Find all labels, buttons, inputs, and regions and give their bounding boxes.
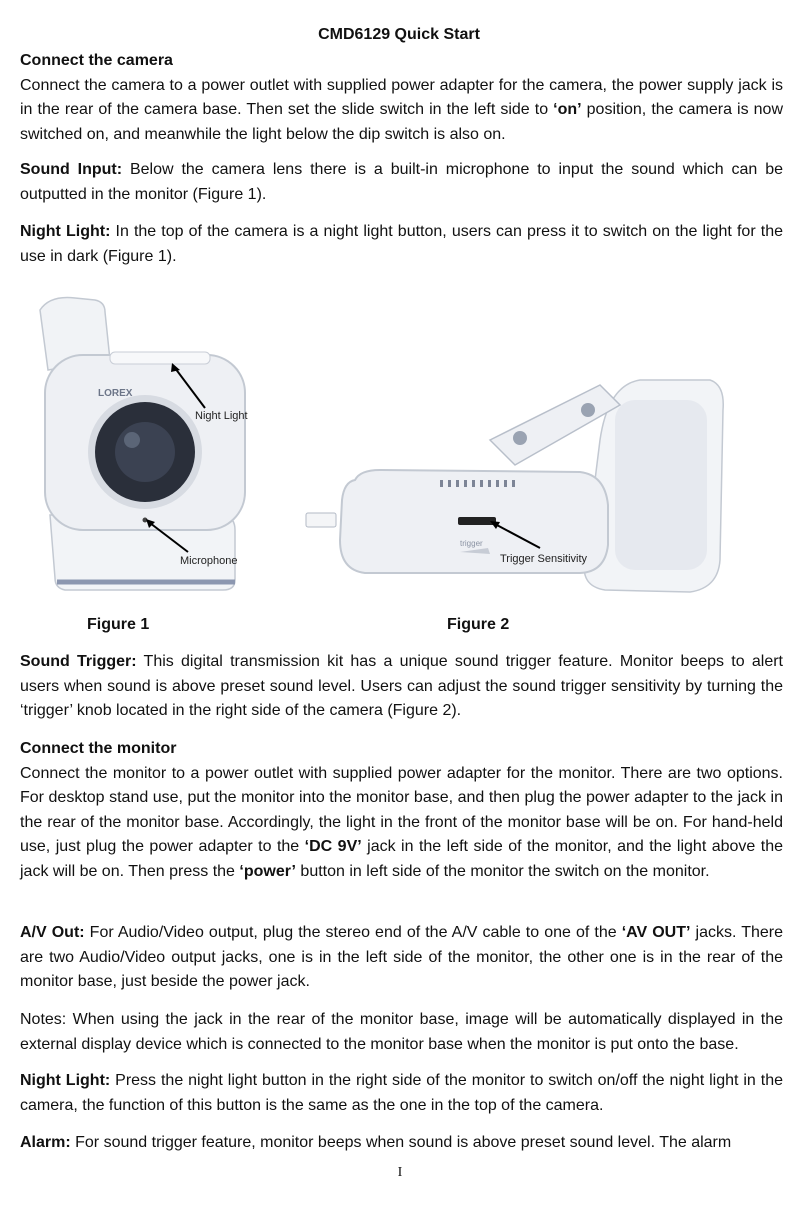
- figures-illustration: [20, 290, 783, 602]
- sound-trigger-label: Sound Trigger:: [20, 653, 137, 670]
- connect-camera-on: ‘on’: [553, 101, 582, 118]
- page-title: CMD6129 Quick Start: [318, 26, 480, 43]
- notes-paragraph: [20, 1008, 783, 1057]
- lorex-logo: LOREX: [98, 388, 133, 399]
- sound-trigger-text: This digital transmission kit has a unique sound trigger feature. Monitor beeps to alert users when sound is above preset sound level. Users can adjust the sound trigger sensitivity by turning the ‘trigger’ knob located in the right side of the camera (Figure 2).: [20, 653, 784, 719]
- figure1-caption: Figure 1: [87, 616, 150, 633]
- connect-monitor-power: ‘power’: [239, 862, 296, 880]
- av-out-label: A/V Out:: [20, 924, 85, 941]
- connect-camera-text-2: position, the camera is now switched on, and meanwhile the light below the dip switch is also on.: [20, 101, 783, 143]
- av-out-jack: ‘AV OUT’: [621, 924, 691, 941]
- night-light-paragraph: [20, 220, 783, 269]
- connect-camera-section: [20, 49, 783, 147]
- page-number: I: [397, 1165, 403, 1180]
- night-light-monitor-label: Night Light:: [20, 1072, 111, 1089]
- sound-input-text: Below the camera lens there is a built-in microphone to input the sound which can be outputted in the monitor (Figure 1).: [20, 161, 783, 203]
- figure1-camera-image: [40, 298, 248, 591]
- night-light-callout: Night Light: [195, 410, 248, 422]
- night-light-monitor-text: Press the night light button in the right side of the monitor to switch on/off the night light in the camera, the function of this button is the same as the one in the top of the camera.: [20, 1072, 783, 1114]
- night-light-monitor-paragraph: [20, 1069, 783, 1118]
- connect-monitor-heading: Connect the monitor: [20, 740, 177, 757]
- sound-input-paragraph: [20, 158, 783, 207]
- alarm-text: For sound trigger feature, monitor beeps when sound is above preset sound level. The alarm: [70, 1134, 732, 1151]
- night-light-text: In the top of the camera is a night light button, users can press it to switch on the light for the use in dark (Figure 1).: [20, 223, 783, 265]
- figure2-caption: Figure 2: [447, 616, 510, 633]
- sound-input-label: Sound Input:: [20, 161, 123, 178]
- connect-monitor-text-3: button in left side of the monitor the switch on the monitor.: [295, 862, 710, 880]
- microphone-callout: Microphone: [180, 555, 238, 567]
- av-out-text-1: For Audio/Video output, plug the stereo end of the A/V cable to one of the: [84, 924, 622, 941]
- connect-monitor-section: [20, 737, 783, 884]
- alarm-label: Alarm:: [20, 1134, 71, 1151]
- figure2-camera-image: [306, 380, 723, 592]
- notes-text: Notes: When using the jack in the rear of the monitor base, image will be automatically displayed in the external display device which is connected to the monitor base when the monitor is put onto the base.: [20, 1011, 783, 1053]
- connect-camera-text-1: Connect the camera to a power outlet with supplied power adapter for the camera, the power supply jack is in the rear of the camera base. Then set the slide switch in the left side to: [20, 76, 783, 118]
- night-light-label: Night Light:: [20, 223, 111, 240]
- connect-monitor-text-1: Connect the monitor to a power outlet with supplied power adapter for the monitor. There are two options. For desktop stand use, put the monitor into the monitor base, and then plug the power adapter to the jack in the rear of the monitor base. Accordingly, the light in the front of the monitor base will be on. For hand-held use, just plug the power adapter to the: [20, 764, 783, 855]
- connect-monitor-text-2: jack in the left side of the monitor, and the light above the jack will be on. Then press the: [20, 838, 784, 880]
- alarm-paragraph: [20, 1131, 783, 1156]
- trigger-sensitivity-callout: Trigger Sensitivity: [500, 553, 588, 565]
- connect-camera-heading: Connect the camera: [20, 52, 173, 69]
- trigger-knob-label: trigger: [460, 539, 483, 548]
- av-out-text-2: jacks. There are two Audio/Video output jacks, one is in the left side of the monitor, the other one is in the rear of the monitor base, just beside the power jack.: [20, 924, 783, 990]
- sound-trigger-paragraph: [20, 650, 783, 724]
- connect-monitor-dc9v: ‘DC 9V’: [304, 838, 362, 855]
- av-out-paragraph: [20, 921, 783, 995]
